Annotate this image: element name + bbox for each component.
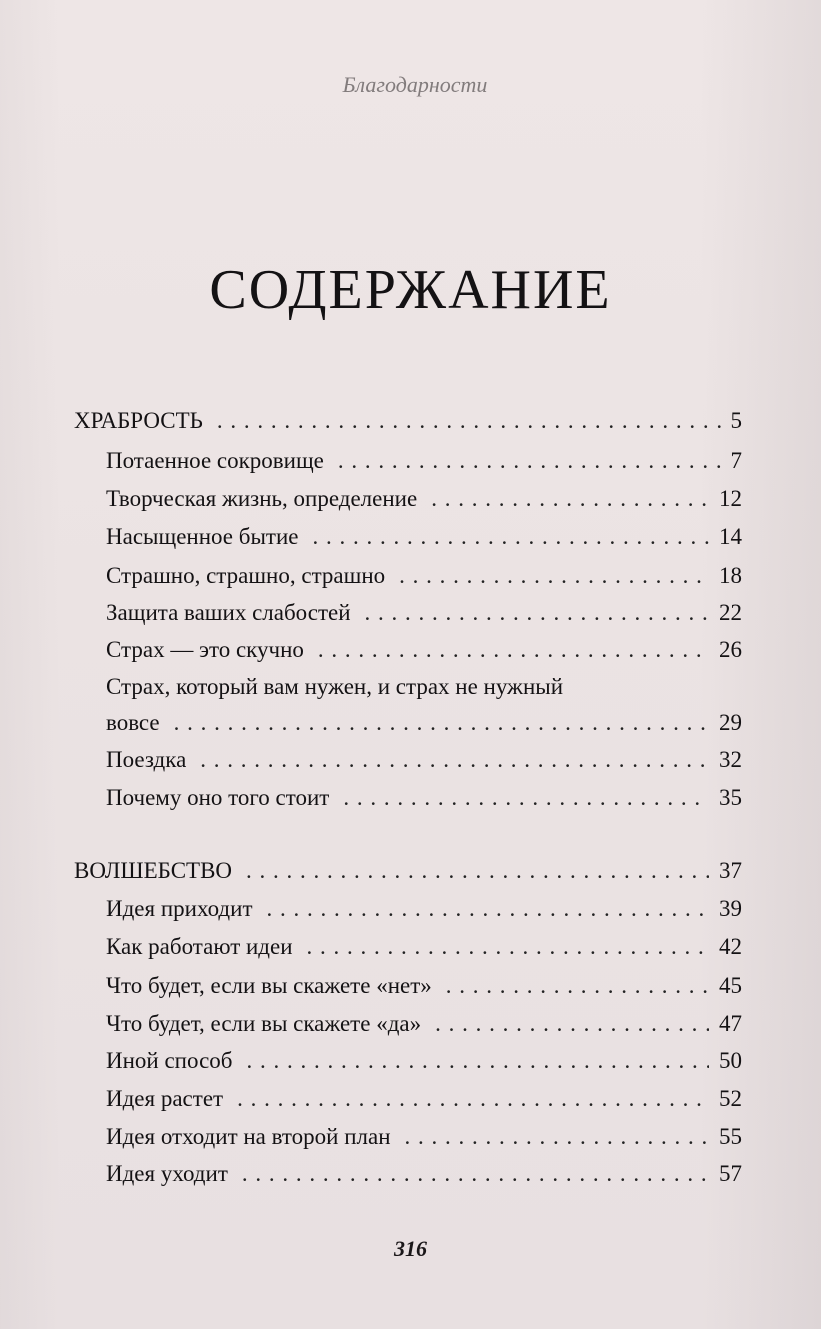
toc-leader-dots xyxy=(200,745,709,775)
toc-item-label: Страх — это скучно xyxy=(106,637,304,662)
toc-page-number: 50 xyxy=(719,1048,742,1073)
toc-leader-dots xyxy=(217,406,721,436)
toc-item-label: Что будет, если вы скажете «да» xyxy=(106,1011,422,1036)
toc-leader-dots xyxy=(399,561,709,591)
toc-leader-dots xyxy=(312,522,709,552)
page-number: 316 xyxy=(394,1236,427,1261)
toc-section-label: ХРАБРОСТЬ xyxy=(74,408,203,433)
toc-page-number: 32 xyxy=(719,747,742,772)
toc-page-number: 47 xyxy=(719,1011,742,1036)
toc-leader-dots xyxy=(246,1046,709,1076)
toc-page-number: 26 xyxy=(719,637,742,662)
toc-section-label: ВОЛШЕБСТВО xyxy=(74,858,233,883)
toc-page-number: 39 xyxy=(719,896,742,921)
toc-item-label: Страшно, страшно, страшно xyxy=(106,563,386,588)
toc-section-bravery xyxy=(74,406,742,436)
toc-item xyxy=(106,932,742,962)
toc-item-label-continuation: вовсе xyxy=(106,710,160,735)
toc-item-label: Творческая жизнь, определение xyxy=(106,486,418,511)
toc-page-number: 5 xyxy=(730,408,742,433)
toc-page-number: 14 xyxy=(719,524,742,549)
toc-item-label: Идея приходит xyxy=(106,896,253,921)
toc-leader-dots xyxy=(365,598,709,628)
toc-item xyxy=(106,1046,742,1076)
toc-leader-dots xyxy=(267,894,710,924)
toc-leader-dots xyxy=(338,446,721,476)
toc-page-number: 22 xyxy=(719,600,742,625)
toc-item-label: Почему оно того стоит xyxy=(106,785,330,810)
toc-item xyxy=(106,708,742,738)
toc-page-number: 18 xyxy=(719,563,742,588)
toc-page-number: 29 xyxy=(719,710,742,735)
toc-item xyxy=(106,745,742,775)
toc-item xyxy=(106,1084,742,1114)
toc-item xyxy=(106,522,742,552)
page-title: СОДЕРЖАНИЕ xyxy=(209,259,612,321)
toc-item xyxy=(106,783,742,813)
toc-item-label: Поездка xyxy=(106,747,187,772)
toc-page-number: 37 xyxy=(719,858,742,883)
toc-item xyxy=(106,894,742,924)
toc-item-label: Идея растет xyxy=(106,1086,224,1111)
toc-leader-dots xyxy=(318,635,709,665)
toc-leader-dots xyxy=(242,1159,709,1189)
toc-item-label: Потаенное сокровище xyxy=(106,448,324,473)
toc-leader-dots xyxy=(237,1084,709,1114)
toc-item xyxy=(106,484,742,514)
toc-leader-dots xyxy=(307,932,709,962)
toc-item-label: Что будет, если вы скажете «нет» xyxy=(106,973,432,998)
toc-leader-dots xyxy=(446,971,709,1001)
toc-item-label: Идея отходит на второй план xyxy=(106,1124,391,1149)
toc-leader-dots xyxy=(343,783,709,813)
toc-item xyxy=(106,1122,742,1152)
toc-page-number: 35 xyxy=(719,785,742,810)
toc-item-label: Идея уходит xyxy=(106,1161,228,1186)
toc-leader-dots xyxy=(405,1122,709,1152)
toc-item-label: Иной способ xyxy=(106,1048,233,1073)
toc-page-number: 7 xyxy=(730,448,742,473)
toc-page-number: 12 xyxy=(719,486,742,511)
toc-page-number: 45 xyxy=(719,973,742,998)
toc-item-label: Защита ваших слабостей xyxy=(106,600,351,625)
toc-page-number: 52 xyxy=(719,1086,742,1111)
toc-leader-dots xyxy=(246,856,709,886)
toc-item-label: Как работают идеи xyxy=(106,934,293,959)
toc-item xyxy=(106,598,742,628)
toc-page-number: 55 xyxy=(719,1124,742,1149)
toc-item-label: Насыщенное бытие xyxy=(106,524,299,549)
toc-item-label: Страх, который вам нужен, и страх не нужный xyxy=(106,674,564,699)
toc-leader-dots xyxy=(174,708,709,738)
toc-item xyxy=(106,561,742,591)
toc-item xyxy=(106,1159,742,1189)
toc-section-magic xyxy=(74,856,742,886)
toc-page-number: 57 xyxy=(719,1161,742,1186)
toc-item xyxy=(106,635,742,665)
toc-item xyxy=(106,1009,742,1039)
toc-page-number: 42 xyxy=(719,934,742,959)
toc-item xyxy=(106,971,742,1001)
toc-leader-dots xyxy=(431,484,709,514)
toc-leader-dots xyxy=(435,1009,709,1039)
running-head: Благодарности xyxy=(342,72,488,97)
toc-item xyxy=(106,446,742,476)
